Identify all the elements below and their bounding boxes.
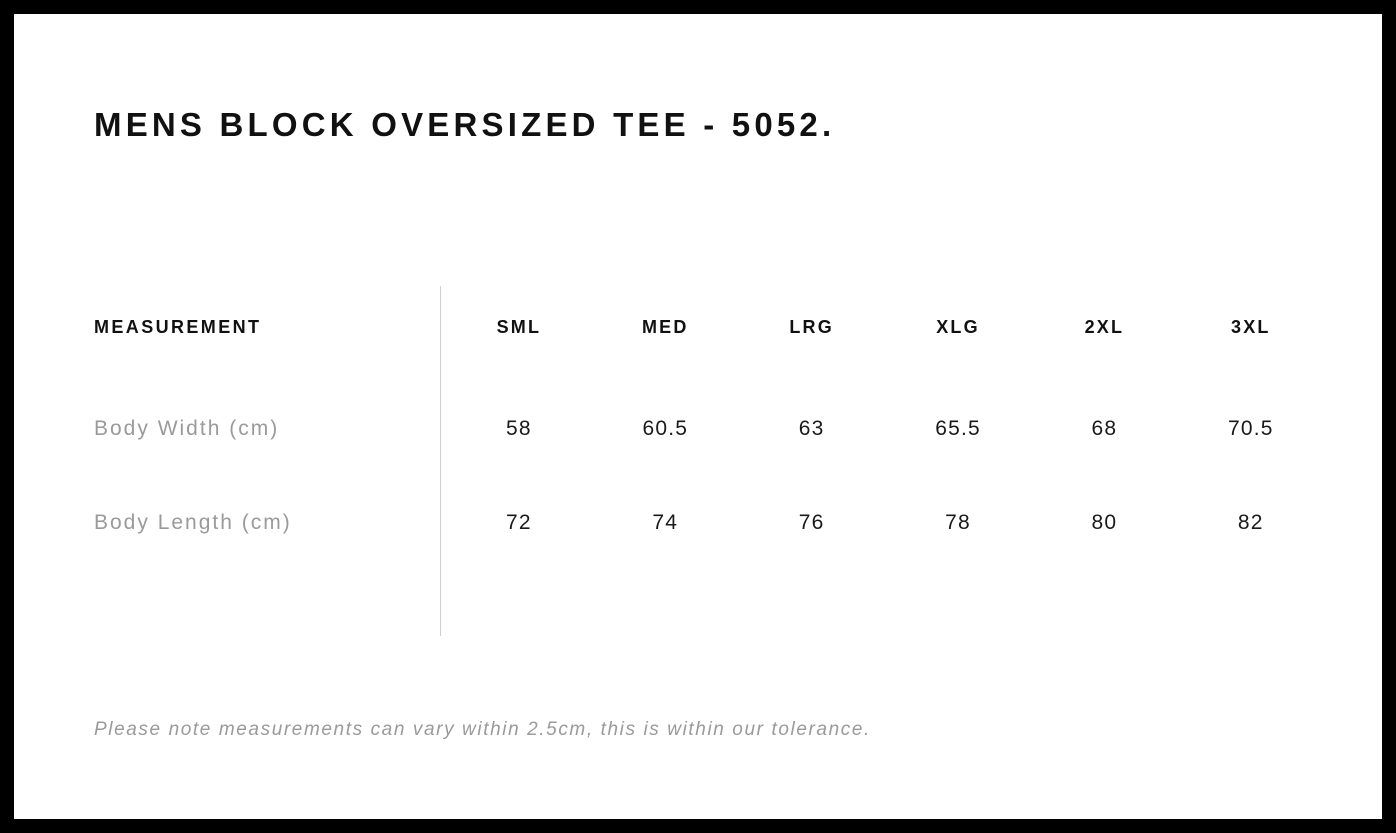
row-label-body-length: Body Length (cm) bbox=[94, 511, 292, 534]
column-header-3xl: 3XL bbox=[1230, 316, 1271, 337]
table-row bbox=[94, 382, 1324, 476]
column-header-2xl: 2XL bbox=[1084, 316, 1125, 337]
cell-body-width-3xl: 70.5 bbox=[1227, 417, 1274, 440]
cell-body-width-lrg: 63 bbox=[798, 417, 825, 440]
table-row bbox=[94, 476, 1324, 570]
size-chart-page bbox=[14, 14, 1382, 819]
column-header-med: MED bbox=[641, 316, 689, 337]
cell-body-width-2xl: 68 bbox=[1091, 417, 1118, 440]
column-header-sml: SML bbox=[496, 316, 542, 337]
size-table-container bbox=[94, 272, 1324, 570]
cell-body-length-2xl: 80 bbox=[1091, 511, 1118, 534]
cell-body-length-med: 74 bbox=[652, 511, 679, 534]
row-label-body-width: Body Width (cm) bbox=[94, 417, 280, 440]
column-header-lrg: LRG bbox=[789, 316, 834, 337]
table-header-row bbox=[94, 272, 1324, 382]
cell-body-width-sml: 58 bbox=[506, 417, 532, 440]
table-header bbox=[94, 272, 1324, 382]
page-title: MENS BLOCK OVERSIZED TEE - 5052. bbox=[94, 106, 836, 143]
tolerance-note: Please note measurements can vary within 2.5cm, this is within our tolerance. bbox=[94, 719, 871, 740]
table-body bbox=[94, 382, 1324, 570]
column-header-measurement: MEASUREMENT bbox=[94, 316, 262, 337]
cell-body-length-lrg: 76 bbox=[798, 511, 825, 534]
cell-body-width-med: 60.5 bbox=[642, 417, 689, 440]
cell-body-length-xlg: 78 bbox=[945, 511, 971, 534]
size-table bbox=[94, 272, 1324, 570]
cell-body-length-sml: 72 bbox=[506, 511, 532, 534]
cell-body-width-xlg: 65.5 bbox=[935, 417, 981, 440]
column-header-xlg: XLG bbox=[936, 316, 980, 337]
cell-body-length-3xl: 82 bbox=[1237, 511, 1264, 534]
